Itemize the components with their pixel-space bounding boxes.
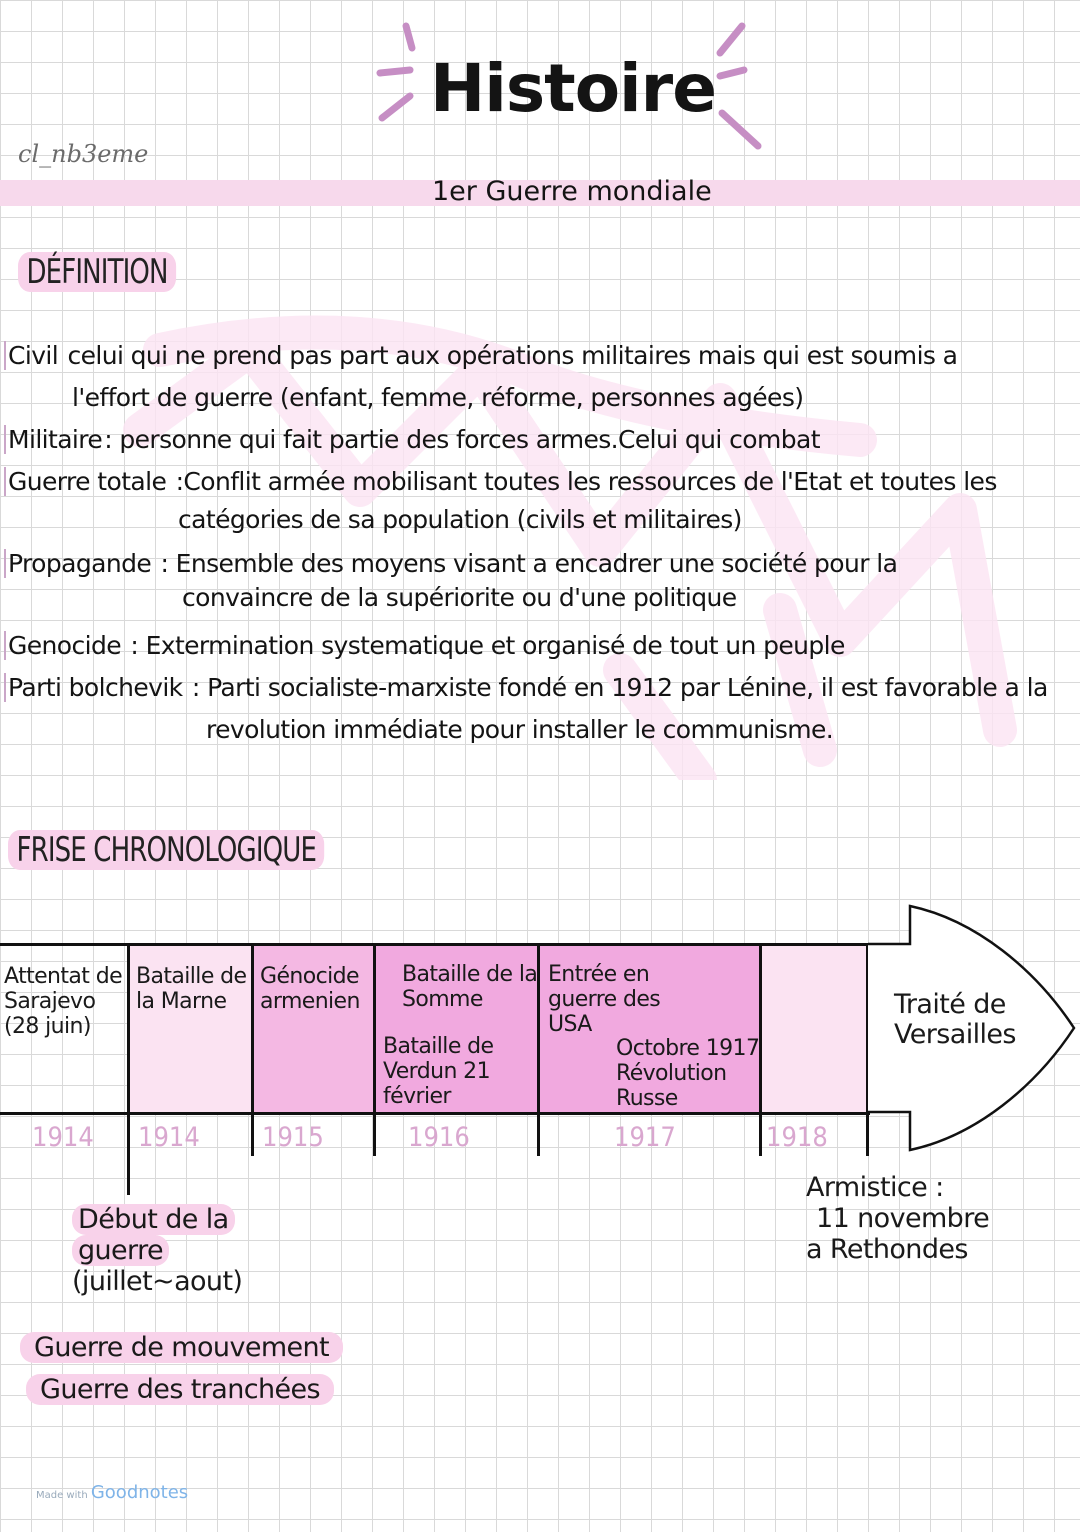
- year-label: 1914: [32, 1122, 94, 1153]
- timeline-divider-1917: [537, 943, 540, 1156]
- timeline-cell-1918: [762, 945, 868, 1113]
- event-versailles: Traité de Versailles: [894, 989, 1016, 1050]
- note-debut-guerre: Début de la guerre (juillet~aout): [72, 1204, 243, 1297]
- timeline-divider-1918: [759, 943, 762, 1156]
- page-subtitle: 1er Guerre mondiale: [432, 176, 712, 207]
- definition-parti-bolchevik: Parti bolchevik : Parti socialiste-marxiste fondé en 1912 par Lénine, il est favorable a la: [4, 672, 1048, 704]
- timeline-heading: FRISE CHRONOLOGIQUE: [8, 830, 380, 870]
- definition-propagande: Propagande : Ensemble des moyens visant a encadrer une société pour la: [4, 548, 897, 580]
- event-genocide: Génocide armenien: [260, 964, 360, 1014]
- timeline-divider-1915: [251, 943, 254, 1156]
- definition-civil: Civil celui qui ne prend pas part aux opérations militaires mais qui est soumis a: [4, 340, 957, 372]
- background-scribble-icon: [100, 310, 1060, 780]
- year-label: 1914: [138, 1122, 200, 1153]
- event-usa: Entrée en guerre des USA: [548, 962, 661, 1037]
- legend-guerre-tranchees: Guerre des tranchées: [26, 1374, 334, 1405]
- page-title: Histoire: [430, 50, 716, 127]
- timeline-bottom-line: [0, 1112, 870, 1115]
- definition-guerre-totale: Guerre totale :Conflit armée mobilisant toutes les ressources de l'Etat et toutes les: [4, 466, 997, 498]
- definition-civil-cont: l'effort de guerre (enfant, femme, réforme, personnes agées): [72, 383, 804, 412]
- definition-propagande-cont: convaincre de la supériorite ou d'une politique: [182, 583, 737, 612]
- timeline-divider-1916: [373, 943, 376, 1156]
- definition-guerre-totale-cont: catégories de sa population (civils et militaires): [178, 505, 742, 534]
- event-verdun: Bataille de Verdun 21 février: [383, 1034, 494, 1109]
- timeline-divider-1914: [127, 943, 130, 1195]
- definition-genocide: Genocide : Extermination systematique et organisé de tout un peuple: [4, 630, 845, 662]
- timeline-top-line: [0, 943, 870, 946]
- definition-militaire: Militaire: personne qui fait partie des forces armes.Celui qui combat: [4, 424, 820, 456]
- event-sarajevo: Attentat de Sarajevo (28 juin): [4, 964, 123, 1039]
- year-label: 1918: [766, 1122, 828, 1153]
- goodnotes-watermark: Made with Goodnotes: [36, 1482, 189, 1503]
- event-somme: Bataille de la Somme: [402, 962, 538, 1012]
- author-signature: cl_nb3eme: [18, 140, 149, 168]
- legend-guerre-mouvement: Guerre de mouvement: [20, 1332, 343, 1363]
- definition-heading: DÉFINITION: [18, 252, 204, 292]
- year-label: 1916: [408, 1122, 470, 1153]
- event-revolution: Octobre 1917 Révolution Russe: [616, 1036, 760, 1111]
- note-armistice: Armistice : 11 novembre a Rethondes: [806, 1172, 990, 1265]
- event-marne: Bataille de la Marne: [136, 964, 247, 1014]
- year-label: 1917: [614, 1122, 676, 1153]
- year-label: 1915: [262, 1122, 324, 1153]
- definition-parti-bolchevik-cont: revolution immédiate pour installer le communisme.: [206, 715, 834, 744]
